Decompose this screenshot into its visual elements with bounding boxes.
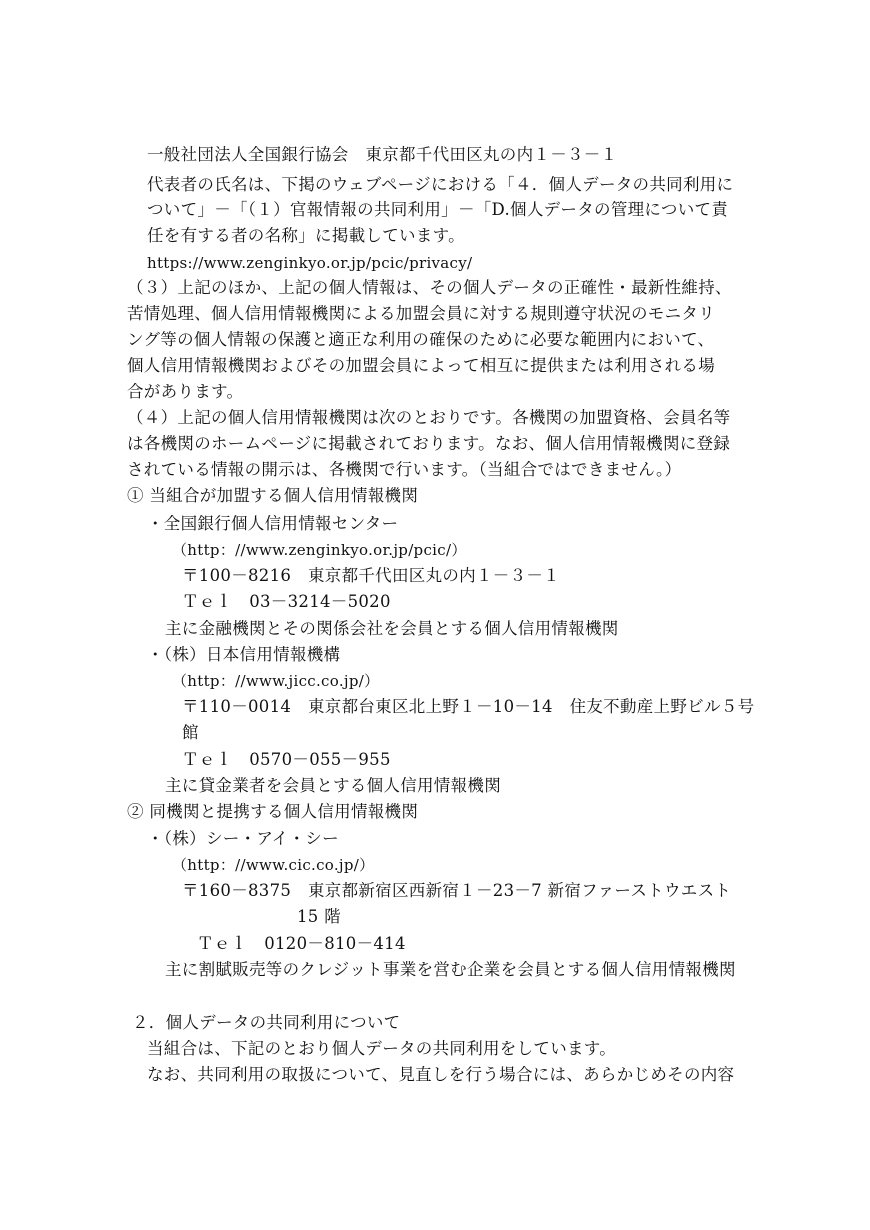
org-3-address-line-1: 〒160－8375 東京都新宿区西新宿１－23－7 新宿ファーストウエスト (182, 881, 732, 900)
org-1-address: 〒100－8216 東京都千代田区丸の内１－３－１ (182, 566, 560, 585)
paragraph-3-line-1: （３）上記のほか、上記の個人情報は、その個人データの正確性・最新性維持、 (127, 278, 732, 297)
paragraph-3-line-3: ング等の個人情報の保護と適正な利用の確保のために必要な範囲内において、 (127, 330, 715, 349)
representative-text-line-2: ついて」－「（１）官報情報の共同利用」－「D.個人データの管理について責 (147, 200, 729, 219)
org-1-name: ・全国銀行個人信用情報センター (147, 514, 399, 533)
representative-text-line-1: 代表者の氏名は、下掲のウェブページにおける「４．個人データの共同利用に (147, 175, 734, 194)
paragraph-3-line-2: 苦情処理、個人信用情報機関による加盟会員に対する規則遵守状況のモニタリ (127, 304, 715, 323)
org-1-url-link[interactable]: （http：//www.zenginkyo.or.jp/pcic/） (172, 541, 467, 559)
chapter-2-text-line-2: なお、共同利用の取扱について、見直しを行う場合には、あらかじめその内容 (147, 1065, 735, 1084)
org-2-address-line-1: 〒110－0014 東京都台東区北上野１－10－14 住友不動産上野ビル５号 (182, 697, 755, 716)
representative-text-line-3: 任を有する者の名称」に掲載しています。 (147, 226, 465, 245)
org-3-tel: Ｔｅｌ 0120－810－414 (197, 934, 406, 953)
org-2-description: 主に貸金業者を会員とする個人信用情報機関 (165, 776, 501, 795)
chapter-2-heading: ２．個人データの共同利用について (132, 1013, 401, 1032)
org-2-url-link[interactable]: （http：//www.jicc.co.jp/） (172, 672, 380, 690)
org-1-description: 主に金融機関とその関係会社を会員とする個人信用情報機関 (165, 619, 619, 638)
org-2-address-line-2: 館 (182, 723, 199, 742)
chapter-2-text-line-1: 当組合は、下記のとおり個人データの共同利用をしています。 (147, 1039, 617, 1058)
paragraph-4-line-1: （４）上記の個人信用情報機関は次のとおりです。各機関の加盟資格、会員名等 (127, 408, 731, 427)
org-3-url-link[interactable]: （http：//www.cic.co.jp/） (172, 856, 375, 874)
org-2-name: ・（株）日本信用情報機構 (147, 645, 341, 664)
org-1-tel: Ｔｅｌ 03－3214－5020 (182, 592, 391, 611)
section-1-heading: ① 当組合が加盟する個人信用情報機関 (127, 486, 419, 505)
org-3-name: ・（株）シー・アイ・シー (147, 829, 339, 848)
paragraph-3-line-4: 個人信用情報機関およびその加盟会員によって相互に提供または利用される場 (127, 356, 715, 375)
paragraph-3-line-5: 合があります。 (127, 382, 244, 401)
paragraph-4-line-3: されている情報の開示は、各機関で行います。（当組合ではできません。） (127, 460, 682, 479)
org-3-address-line-2: 15 階 (297, 907, 341, 926)
association-address-line: 一般社団法人全国銀行協会 東京都千代田区丸の内１－３－１ (147, 145, 618, 164)
paragraph-4-line-2: は各機関のホームページに掲載されております。なお、個人信用情報機関に登録 (127, 434, 731, 453)
org-2-tel: Ｔｅｌ 0570－055－955 (182, 750, 391, 769)
privacy-url-link[interactable]: https://www.zenginkyo.or.jp/pcic/privacy/ (147, 254, 473, 272)
org-3-description: 主に割賦販売等のクレジット事業を営む企業を会員とする個人信用情報機関 (165, 960, 736, 979)
section-2-heading: ② 同機関と提携する個人信用情報機関 (127, 802, 419, 821)
